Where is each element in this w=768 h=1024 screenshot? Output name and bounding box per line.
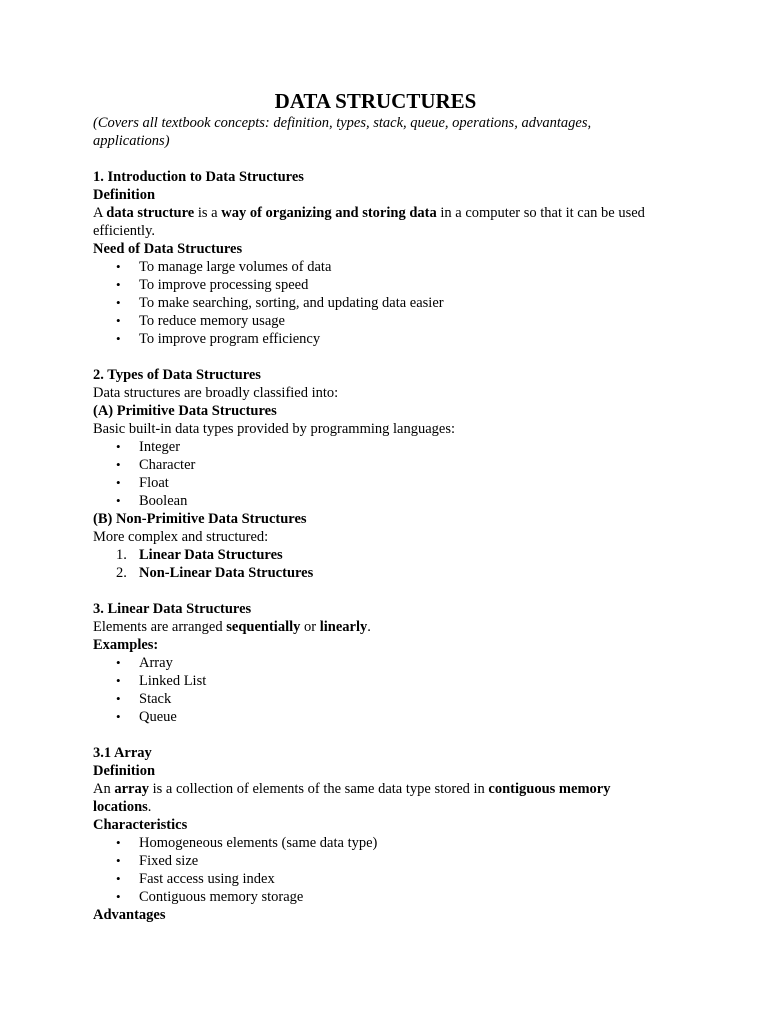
- spacer: [93, 582, 658, 600]
- text-run: Elements are arranged: [93, 619, 227, 635]
- section-heading: 3. Linear Data Structures: [93, 601, 252, 617]
- bold-term: array: [114, 781, 149, 797]
- list-item: [116, 546, 658, 564]
- bold-term: way of organizing and storing data: [221, 205, 437, 221]
- definition-paragraph: [93, 204, 658, 240]
- section-introduction: [93, 168, 658, 348]
- list-item: • Integer: [139, 438, 658, 456]
- list-item: • Queue: [139, 708, 658, 726]
- need-list: [93, 258, 658, 348]
- text-run: is a: [194, 205, 222, 221]
- document-subtitle: (Covers all textbook concepts: definition, types, stack, queue, operations, advantages, applications): [93, 115, 592, 149]
- section-array: [93, 744, 658, 924]
- subheading-advantages: Advantages: [93, 907, 166, 923]
- subheading-definition: Definition: [93, 187, 156, 203]
- section-linear: [93, 600, 658, 726]
- spacer: [93, 348, 658, 366]
- spacer: [93, 150, 658, 168]
- document-title: DATA STRUCTURES: [274, 89, 477, 113]
- section-heading: 1. Introduction to Data Structures: [93, 169, 304, 185]
- primitive-list: [93, 438, 658, 510]
- characteristics-list: [93, 834, 658, 906]
- list-item: • To make searching, sorting, and updating data easier: [139, 294, 658, 312]
- subheading-characteristics: Characteristics: [93, 817, 188, 833]
- list-item: • To reduce memory usage: [139, 312, 658, 330]
- list-item: • Boolean: [139, 492, 658, 510]
- list-item: • To manage large volumes of data: [139, 258, 658, 276]
- bold-term: contiguous memory locations: [93, 781, 611, 815]
- list-item: • Array: [139, 654, 658, 672]
- subheading-definition: Definition: [93, 763, 156, 779]
- paragraph: Data structures are broadly classified into:: [93, 385, 339, 401]
- subheading-primitive: (A) Primitive Data Structures: [93, 403, 277, 419]
- list-item: • Fixed size: [139, 852, 658, 870]
- paragraph: Basic built-in data types provided by programming languages:: [93, 421, 456, 437]
- list-item: • Float: [139, 474, 658, 492]
- bold-term: sequentially: [226, 619, 301, 635]
- bold-term: linearly: [319, 619, 368, 635]
- definition-paragraph: [93, 780, 658, 816]
- list-item: • Fast access using index: [139, 870, 658, 888]
- list-item: • Homogeneous elements (same data type): [139, 834, 658, 852]
- list-number: 1.: [116, 547, 127, 563]
- paragraph: More complex and structured:: [93, 529, 269, 545]
- list-number: 2.: [116, 565, 127, 581]
- bold-term: data structure: [106, 205, 195, 221]
- text-run: An: [93, 781, 115, 797]
- section-heading: 2. Types of Data Structures: [93, 367, 261, 383]
- text-run: .: [147, 799, 152, 815]
- list-item: [116, 564, 658, 582]
- list-item-label: Non-Linear Data Structures: [139, 565, 314, 581]
- list-item-label: Linear Data Structures: [139, 547, 283, 563]
- text-run: in a computer so that it can be used efficiently.: [93, 205, 645, 239]
- section-heading: 3.1 Array: [93, 745, 152, 761]
- list-item: • To improve processing speed: [139, 276, 658, 294]
- text-run: .: [367, 619, 371, 635]
- text-run: A: [93, 205, 107, 221]
- subheading-need: Need of Data Structures: [93, 241, 243, 257]
- subheading-examples: Examples:: [93, 637, 159, 653]
- examples-list: [93, 654, 658, 726]
- spacer: [93, 726, 658, 744]
- text-run: or: [300, 619, 320, 635]
- subheading-nonprimitive: (B) Non-Primitive Data Structures: [93, 511, 307, 527]
- nonprimitive-list: [93, 546, 658, 582]
- section-types: [93, 366, 658, 582]
- paragraph: [93, 618, 658, 636]
- list-item: • To improve program efficiency: [139, 330, 658, 348]
- list-item: • Stack: [139, 690, 658, 708]
- list-item: • Linked List: [139, 672, 658, 690]
- list-item: • Character: [139, 456, 658, 474]
- text-run: is a collection of elements of the same data type stored in: [148, 781, 489, 797]
- list-item: • Contiguous memory storage: [139, 888, 658, 906]
